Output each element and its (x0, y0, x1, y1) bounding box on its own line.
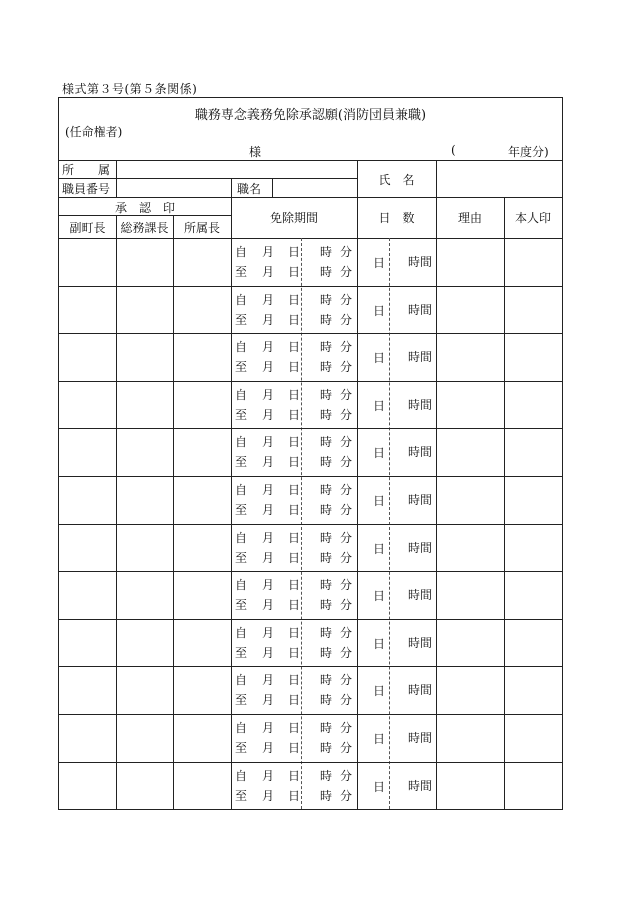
from-hour-label: 時 (320, 292, 333, 307)
hours-unit-label: 時間 (408, 493, 433, 507)
from-hour-label: 時 (320, 530, 333, 545)
from-hour-label: 時 (320, 245, 333, 259)
from-month-label: 月 (262, 530, 275, 545)
vice-mayor-label: 副町長 (69, 221, 106, 235)
from-label: 自 (235, 673, 248, 688)
affiliation-label: 所 属 (62, 163, 111, 177)
to-minute-label: 分 (340, 788, 353, 803)
to-hour-label: 時 (320, 550, 333, 565)
sama-label: 様 (249, 145, 262, 159)
entry-row (59, 428, 562, 476)
to-day-label: 日 (288, 455, 301, 470)
from-label: 自 (235, 435, 248, 450)
entry-row (59, 714, 562, 762)
from-day-label: 日 (288, 768, 301, 783)
from-label: 自 (235, 721, 248, 735)
from-month-label: 月 (262, 483, 275, 497)
to-label: 至 (235, 598, 248, 613)
from-label: 自 (235, 292, 248, 307)
rule-staff-bottom (59, 197, 562, 198)
general-affairs-chief-label: 総務課長 (120, 221, 169, 235)
exemption-request-form (58, 97, 563, 810)
position-label: 職名 (237, 182, 262, 196)
from-month-label: 月 (262, 721, 275, 735)
to-hour-label: 時 (320, 455, 333, 470)
rule-label-col (116, 160, 117, 197)
from-month-label: 月 (262, 292, 275, 307)
to-month-label: 月 (262, 407, 275, 422)
to-minute-label: 分 (340, 265, 353, 279)
hours-unit-label: 時間 (408, 445, 433, 460)
from-label: 自 (235, 768, 248, 783)
from-label: 自 (235, 483, 248, 497)
to-day-label: 日 (288, 550, 301, 565)
to-month-label: 月 (262, 360, 275, 375)
to-day-label: 日 (288, 788, 301, 803)
to-label: 至 (235, 645, 248, 660)
personal-seal-label: 本人印 (514, 211, 551, 225)
entry-row (59, 238, 562, 286)
from-day-label: 日 (288, 245, 301, 259)
to-month-label: 月 (262, 598, 275, 613)
hours-unit-label: 時間 (408, 540, 433, 555)
from-minute-label: 分 (340, 340, 353, 355)
dept-head-label: 所属長 (183, 221, 220, 235)
days-unit-label: 日 (373, 256, 386, 270)
fiscal-year-label: 年度分) (508, 145, 549, 159)
entry-row (59, 619, 562, 667)
from-minute-label: 分 (340, 292, 353, 307)
hours-unit-label: 時間 (408, 778, 433, 793)
from-hour-label: 時 (320, 435, 333, 450)
from-day-label: 日 (288, 721, 301, 735)
to-minute-label: 分 (340, 693, 353, 708)
to-day-label: 日 (288, 645, 301, 660)
from-minute-label: 分 (340, 387, 353, 402)
from-day-label: 日 (288, 387, 301, 402)
name-label: 氏 名 (378, 173, 415, 187)
staff-number-label: 職員番号 (62, 182, 111, 196)
from-label: 自 (235, 340, 248, 355)
to-day-label: 日 (288, 312, 301, 327)
entry-row (59, 333, 562, 381)
from-minute-label: 分 (340, 768, 353, 783)
from-hour-label: 時 (320, 483, 333, 497)
days-unit-label: 日 (373, 779, 386, 794)
form-title: 職務専念義務免除承認願(消防団員兼職) (194, 108, 427, 123)
to-label: 至 (235, 407, 248, 422)
from-hour-label: 時 (320, 768, 333, 783)
to-label: 至 (235, 360, 248, 375)
to-month-label: 月 (262, 312, 275, 327)
from-label: 自 (235, 578, 248, 593)
to-minute-label: 分 (340, 741, 353, 755)
entry-row (59, 524, 562, 572)
entry-row (59, 571, 562, 619)
from-label: 自 (235, 530, 248, 545)
days-unit-label: 日 (373, 446, 386, 461)
from-minute-label: 分 (340, 245, 353, 259)
days-unit-label: 日 (373, 398, 386, 413)
from-minute-label: 分 (340, 578, 353, 593)
exemption-period-label: 免除期間 (269, 211, 318, 225)
days-unit-label: 日 (373, 351, 386, 366)
hours-unit-label: 時間 (408, 255, 433, 269)
entry-row (59, 381, 562, 429)
from-label: 自 (235, 245, 248, 259)
from-month-label: 月 (262, 340, 275, 355)
rule-position-left (231, 178, 232, 197)
to-month-label: 月 (262, 550, 275, 565)
from-hour-label: 時 (320, 721, 333, 735)
from-hour-label: 時 (320, 673, 333, 688)
from-minute-label: 分 (340, 721, 353, 735)
to-hour-label: 時 (320, 312, 333, 327)
from-label: 自 (235, 625, 248, 640)
rule-title-bottom (59, 160, 562, 161)
to-hour-label: 時 (320, 407, 333, 422)
to-month-label: 月 (262, 693, 275, 708)
to-hour-label: 時 (320, 645, 333, 660)
from-month-label: 月 (262, 245, 275, 259)
from-hour-label: 時 (320, 578, 333, 593)
to-hour-label: 時 (320, 503, 333, 517)
to-hour-label: 時 (320, 265, 333, 279)
from-day-label: 日 (288, 578, 301, 593)
hours-unit-label: 時間 (408, 397, 433, 412)
to-month-label: 月 (262, 645, 275, 660)
rule-position-right (272, 178, 273, 197)
from-label: 自 (235, 387, 248, 402)
to-month-label: 月 (262, 503, 275, 517)
to-day-label: 日 (288, 503, 301, 517)
appointer-label: (任命権者) (65, 125, 123, 139)
entry-row (59, 286, 562, 334)
days-unit-label: 日 (373, 732, 386, 746)
to-day-label: 日 (288, 741, 301, 755)
to-label: 至 (235, 312, 248, 327)
to-month-label: 月 (262, 741, 275, 755)
days-unit-label: 日 (373, 636, 386, 651)
to-day-label: 日 (288, 265, 301, 279)
to-label: 至 (235, 693, 248, 708)
to-minute-label: 分 (340, 407, 353, 422)
to-month-label: 月 (262, 265, 275, 279)
from-day-label: 日 (288, 673, 301, 688)
to-label: 至 (235, 550, 248, 565)
to-month-label: 月 (262, 455, 275, 470)
days-unit-label: 日 (373, 303, 386, 318)
from-minute-label: 分 (340, 625, 353, 640)
hours-unit-label: 時間 (408, 731, 433, 745)
from-hour-label: 時 (320, 340, 333, 355)
from-minute-label: 分 (340, 530, 353, 545)
rule-namebox-right (436, 160, 437, 197)
to-label: 至 (235, 265, 248, 279)
from-month-label: 月 (262, 625, 275, 640)
approval-seal-label: 承 認 印 (114, 201, 175, 215)
hours-unit-label: 時間 (408, 302, 433, 317)
to-label: 至 (235, 455, 248, 470)
hours-unit-label: 時間 (408, 588, 433, 603)
to-day-label: 日 (288, 598, 301, 613)
from-minute-label: 分 (340, 673, 353, 688)
from-day-label: 日 (288, 483, 301, 497)
entry-row (59, 476, 562, 524)
reason-label: 理由 (457, 211, 482, 225)
hours-unit-label: 時間 (408, 635, 433, 650)
from-month-label: 月 (262, 673, 275, 688)
hours-unit-label: 時間 (408, 683, 433, 698)
days-unit-label: 日 (373, 684, 386, 699)
form-number-label: 様式第３号(第５条関係) (62, 82, 198, 96)
to-label: 至 (235, 788, 248, 803)
from-minute-label: 分 (340, 483, 353, 497)
from-hour-label: 時 (320, 387, 333, 402)
days-unit-label: 日 (373, 589, 386, 604)
to-hour-label: 時 (320, 741, 333, 755)
fiscal-year-open: ( (451, 143, 456, 157)
from-hour-label: 時 (320, 625, 333, 640)
rule-affiliation-bottom (59, 178, 357, 179)
from-month-label: 月 (262, 387, 275, 402)
to-day-label: 日 (288, 360, 301, 375)
to-day-label: 日 (288, 407, 301, 422)
from-day-label: 日 (288, 530, 301, 545)
from-month-label: 月 (262, 435, 275, 450)
entry-row (59, 666, 562, 714)
from-day-label: 日 (288, 340, 301, 355)
entry-row (59, 762, 562, 810)
to-month-label: 月 (262, 788, 275, 803)
to-minute-label: 分 (340, 455, 353, 470)
to-hour-label: 時 (320, 598, 333, 613)
from-minute-label: 分 (340, 435, 353, 450)
from-day-label: 日 (288, 435, 301, 450)
to-minute-label: 分 (340, 503, 353, 517)
to-minute-label: 分 (340, 360, 353, 375)
to-day-label: 日 (288, 693, 301, 708)
to-minute-label: 分 (340, 598, 353, 613)
to-minute-label: 分 (340, 645, 353, 660)
hours-unit-label: 時間 (408, 350, 433, 365)
to-hour-label: 時 (320, 360, 333, 375)
to-label: 至 (235, 503, 248, 517)
to-minute-label: 分 (340, 550, 353, 565)
days-unit-label: 日 (373, 541, 386, 556)
days-label: 日 数 (378, 211, 415, 225)
to-hour-label: 時 (320, 788, 333, 803)
to-label: 至 (235, 741, 248, 755)
from-day-label: 日 (288, 625, 301, 640)
days-unit-label: 日 (373, 494, 386, 508)
to-minute-label: 分 (340, 312, 353, 327)
to-hour-label: 時 (320, 693, 333, 708)
from-day-label: 日 (288, 292, 301, 307)
from-month-label: 月 (262, 768, 275, 783)
from-month-label: 月 (262, 578, 275, 593)
